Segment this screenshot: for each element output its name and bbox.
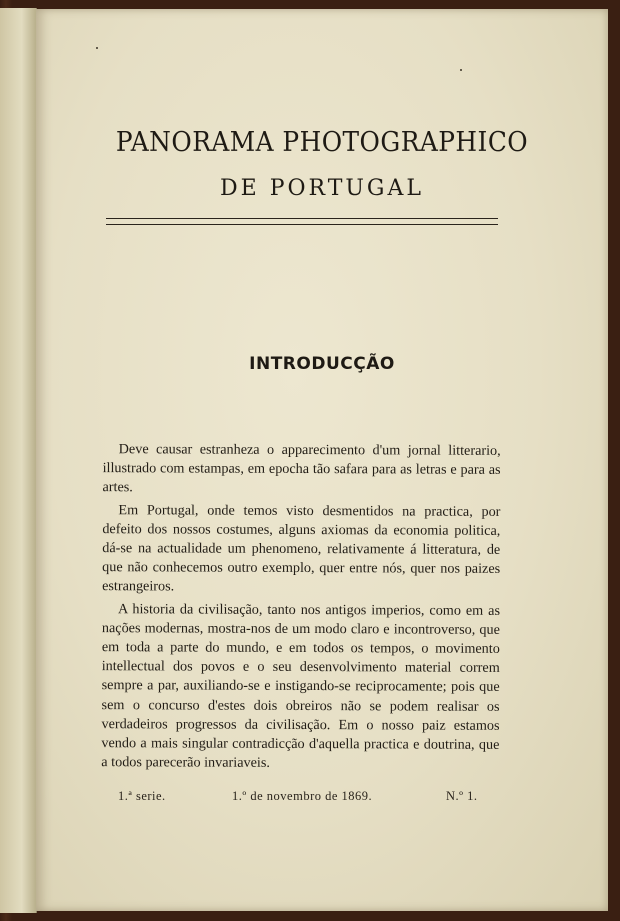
facing-page-edge bbox=[0, 8, 37, 913]
double-rule-divider bbox=[106, 218, 498, 225]
book-page bbox=[36, 9, 608, 911]
paragraph: Em Portugal, onde temos visto desmentidos na practica, por defeito dos nossos costumes, alguns axiomas da economia politica, dá-se na actualidade um phenomeno, relativamente á litteratura, de que não conhecemos outro exemplo, quer entre nós, quer nos paizes estrangeiros. bbox=[102, 501, 501, 595]
paper-speck bbox=[96, 47, 98, 49]
paragraph: A historia da civilisação, tanto nos antigos imperios, como em as nações modernas, mostra-nos de um modo claro e incontroverso, que em toda a parte do mundo, e em todos os tempos, o movimento intellectual dos povos e o seu desenvolvimento material correm sempre a par, auxiliando-se e instigando-se reciprocamente; pois que sem o concurso d'estes dois obreiros não se podem realisar os verdadeiros progressos da civilisação. Em o nosso paiz estamos vendo a mais singular contradicção d'aquella practica e doutrina, que a todos parecerão invariaveis. bbox=[101, 600, 501, 772]
masthead-subtitle: DE PORTUGAL bbox=[220, 176, 424, 201]
footer-date: 1.º de novembro de 1869. bbox=[232, 789, 373, 803]
section-heading: INTRODUCÇÃO bbox=[249, 354, 395, 374]
footer-issue-number: N.º 1. bbox=[446, 789, 478, 803]
masthead-title: PANORAMA PHOTOGRAPHICO bbox=[115, 127, 529, 158]
paper-speck bbox=[460, 69, 462, 71]
footer-series: 1.ª serie. bbox=[118, 789, 166, 803]
article-body bbox=[101, 440, 500, 777]
paragraph: Deve causar estranheza o apparecimento d'um jornal litterario, illustrado com estampas, em epocha tão safara para as letras e para as artes. bbox=[102, 441, 501, 496]
